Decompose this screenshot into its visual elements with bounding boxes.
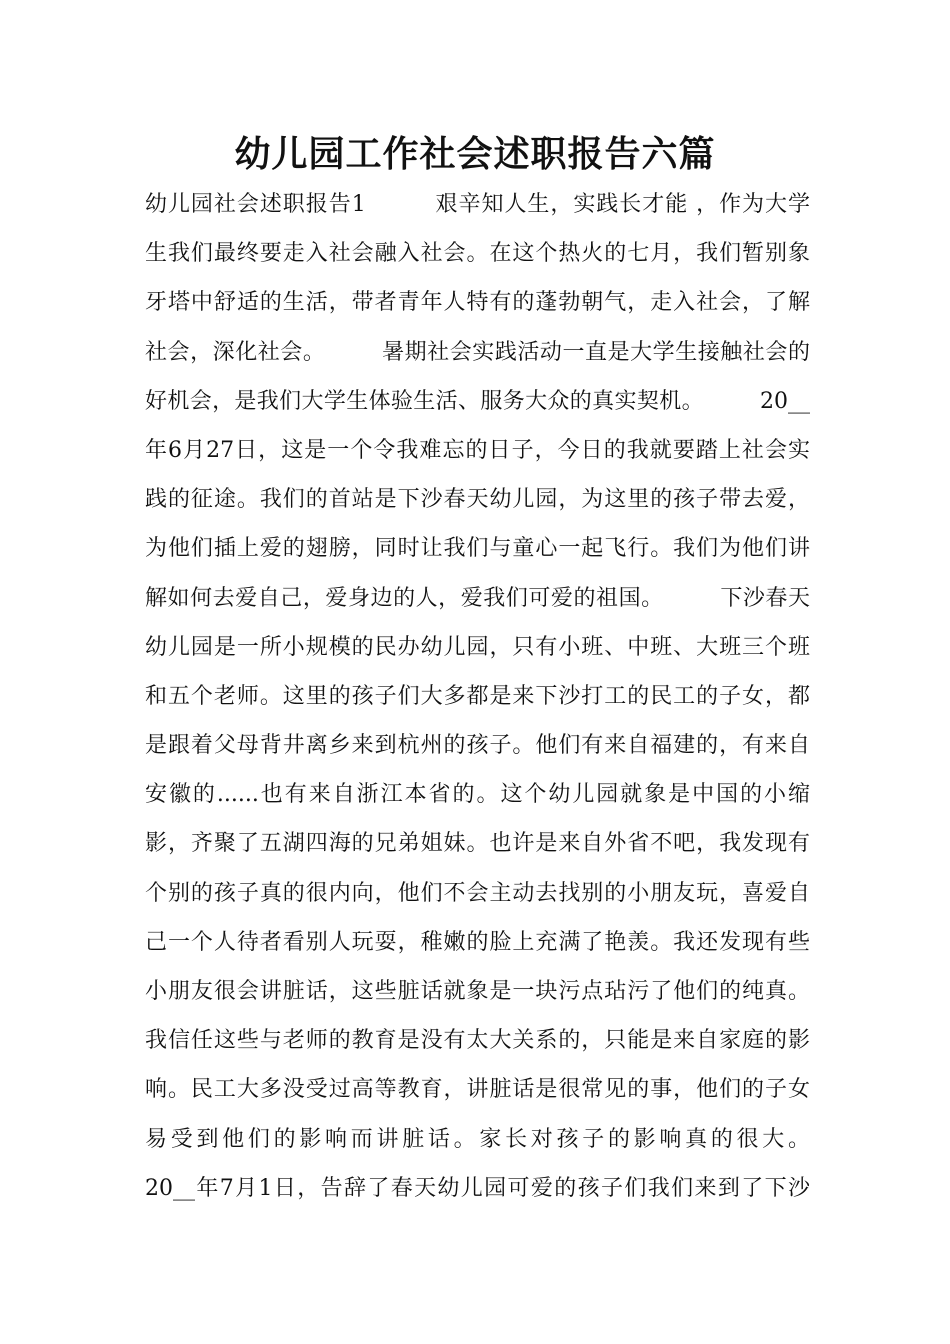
body-line: 响。民工大多没受过高等教育，讲脏话是很常见的事，他们的子女	[145, 1077, 810, 1103]
body-line: 和五个老师。这里的孩子们大多都是来下沙打工的民工的子女，都	[145, 683, 810, 709]
body-line: 好机会，是我们大学生体验生活、服务大众的真实契机。 20__	[145, 388, 810, 414]
body-line: 社会，深化社会。 暑期社会实践活动一直是大学生接触社会的	[145, 339, 810, 365]
body-line: 我信任这些与老师的教育是没有太大关系的，只能是来自家庭的影	[145, 1028, 810, 1054]
body-line: 影，齐聚了五湖四海的兄弟姐妹。也许是来自外省不吧，我发现有	[145, 831, 810, 857]
document-body	[145, 180, 810, 1213]
body-line: 解如何去爱自己，爱身边的人，爱我们可爱的祖国。 下沙春天	[145, 585, 810, 611]
body-line: 20__年7月1日，告辞了春天幼儿园可爱的孩子们我们来到了下沙	[145, 1175, 810, 1201]
body-line: 是跟着父母背井离乡来到杭州的孩子。他们有来自福建的，有来自	[145, 733, 810, 759]
body-line: 易受到他们的影响而讲脏话。家长对孩子的影响真的很大。	[145, 1126, 810, 1152]
document-title: 幼儿园工作社会述职报告六篇	[234, 133, 716, 175]
body-line: 牙塔中舒适的生活，带者青年人特有的蓬勃朝气，走入社会，了解	[145, 290, 810, 316]
body-line: 个别的孩子真的很内向，他们不会主动去找别的小朋友玩，喜爱自	[145, 880, 810, 906]
body-line: 幼儿园是一所小规模的民办幼儿园，只有小班、中班、大班三个班	[145, 634, 810, 660]
body-line: 幼儿园社会述职报告1 艰辛知人生，实践长才能 ，作为大学	[145, 192, 810, 217]
body-line: 己一个人待者看别人玩耍，稚嫩的脸上充满了艳羡。我还发现有些	[145, 929, 810, 955]
body-line: 小朋友很会讲脏话，这些脏话就象是一块污点玷污了他们的纯真。	[145, 979, 810, 1004]
body-line: 生我们最终要走入社会融入社会。在这个热火的七月，我们暂别象	[145, 241, 810, 267]
body-line: 年6月27日，这是一个令我难忘的日子，今日的我就要踏上社会实	[145, 437, 810, 463]
body-line: 践的征途。我们的首站是下沙春天幼儿园，为这里的孩子带去爱，	[145, 487, 810, 513]
body-line: 安徽的......也有来自浙江本省的。这个幼儿园就象是中国的小缩	[145, 782, 810, 808]
body-line: 为他们插上爱的翅膀，同时让我们与童心一起飞行。我们为他们讲	[145, 536, 810, 562]
